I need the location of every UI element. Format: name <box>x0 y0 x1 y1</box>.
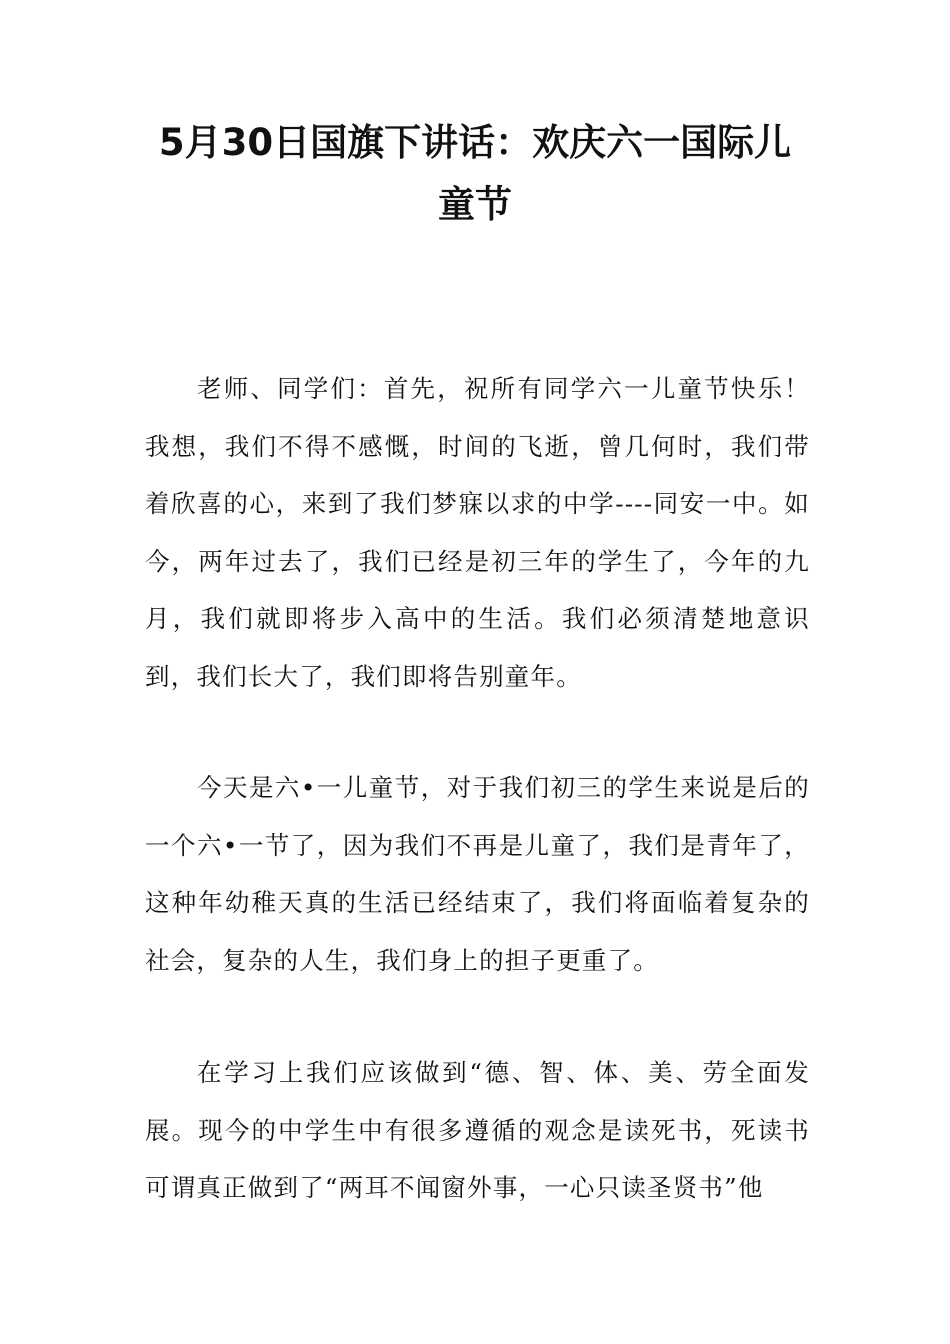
paragraph-2: 今天是六•一儿童节，对于我们初三的学生来说是后的一个六•一节了，因为我们不再是儿童了，我们是青年了，这种年幼稚天真的生活已经结束了，我们将面临着复杂的社会，复杂的人生，我们身上的担子更重了。 <box>145 773 810 975</box>
paragraph-1: 老师、同学们：首先，祝所有同学六一儿童节快乐！我想，我们不得不感慨，时间的飞逝，曾几何时，我们带着欣喜的心，来到了我们梦寐以求的中学----同安一中。如今，两年过去了，我们已经是初三年的学生了，今年的九月，我们就即将步入高中的生活。我们必须清楚地意识到，我们长大了，我们即将告别童年。 <box>145 374 810 691</box>
document-title: 5月30日国旗下讲话：欢庆六一国际儿童节 <box>158 121 792 226</box>
paragraph-3: 在学习上我们应该做到“德、智、体、美、劳全面发展。现今的中学生中有很多遵循的观念是读死书，死读书可谓真正做到了“两耳不闻窗外事，一心只读圣贤书”他 <box>145 1058 810 1202</box>
